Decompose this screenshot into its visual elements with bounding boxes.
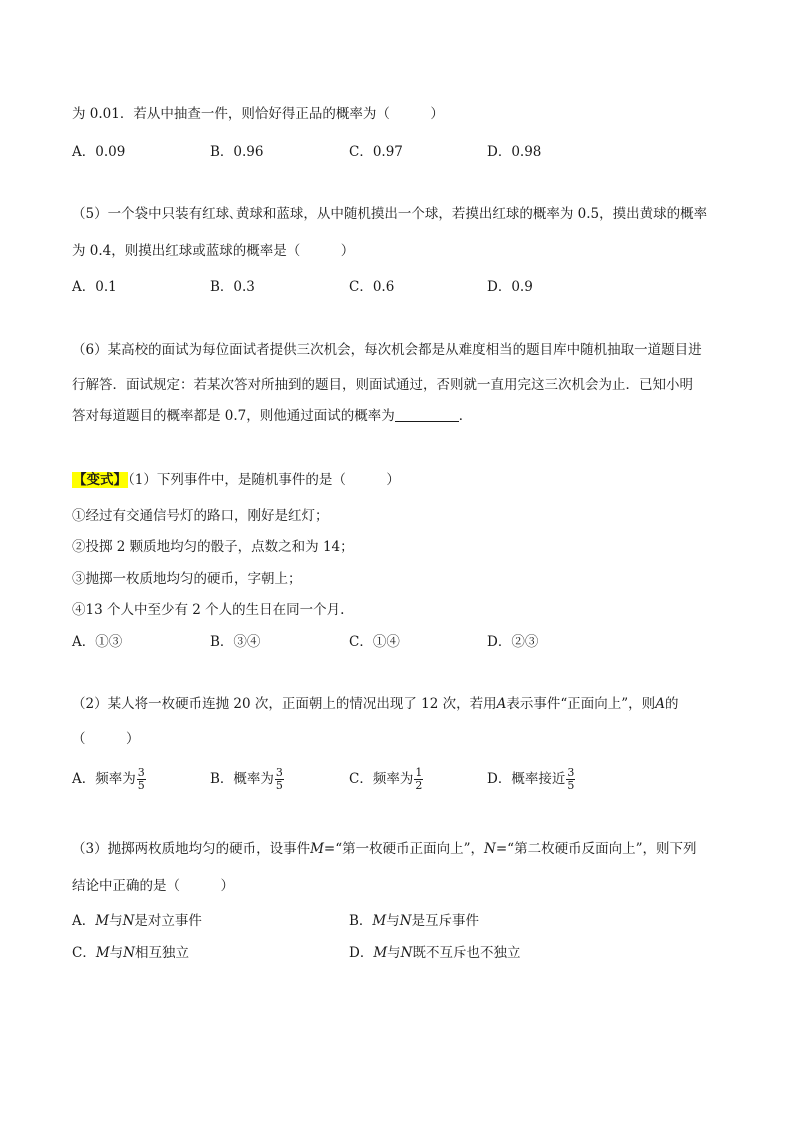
option-mid: 与 [109, 913, 123, 929]
option-rest: 相互独立 [134, 945, 189, 961]
option-rest: 是互斥事件 [411, 913, 480, 929]
q6-stem-line1: （6）某高校的面试为每位面试者提供三次机会，每次机会都是从难度相当的题目库中随机抽取一道题目进 [72, 342, 702, 358]
option-text: A．频率为 [72, 771, 136, 787]
denominator: 5 [275, 779, 283, 792]
bianshi-q3-option-d [349, 943, 520, 963]
q3-text-c: =“第二枚硬币反面向上”，则下列 [495, 841, 697, 857]
bianshi-q3-stem-line1 [72, 839, 696, 859]
denominator: 5 [567, 779, 575, 792]
bianshi-q1-option-b: B．③④ [210, 634, 261, 650]
option-c: C．0.97 [349, 144, 403, 160]
answer-blank [395, 407, 459, 422]
bianshi-q1-item-1: ①经过有交通信号灯的路口，刚好是红灯； [72, 508, 329, 524]
var-a: A [496, 696, 507, 712]
option-b: B．0.96 [210, 144, 264, 160]
option-label: D． [349, 945, 374, 961]
bianshi-q1-option-c: C．①④ [349, 634, 400, 650]
option-label: A． [72, 913, 96, 929]
bianshi-q2-stem-line2: （ ） [72, 731, 140, 747]
bianshi-q2-stem-line1 [72, 694, 678, 714]
q6-stem-line3 [72, 406, 472, 426]
q6-line3-text: 答对每道题目的概率都是 0.7，则他通过面试的概率为 [72, 408, 395, 424]
q5-option-b: B．0.3 [210, 279, 255, 295]
bianshi-q1-item-3: ③抛掷一枚质地均匀的硬币，字朝上； [72, 571, 302, 587]
option-mid: 与 [109, 945, 124, 961]
bianshi-q1-text: （1）下列事件中，是随机事件的是（ ） [128, 472, 400, 488]
denominator: 5 [137, 779, 145, 792]
var-n: N [123, 945, 135, 961]
numerator: 3 [275, 766, 283, 779]
option-mid: 与 [387, 945, 401, 961]
option-label: B． [349, 913, 373, 929]
bianshi-q2-option-d [487, 767, 575, 792]
bianshi-q1-item-2: ②投掷 2 颗质地均匀的骰子，点数之和为 14； [72, 539, 354, 555]
var-n: N [400, 945, 413, 961]
bianshi-q3-stem-line2: 结论中正确的是（ ） [72, 878, 234, 894]
bianshi-q1-item-4: ④13 个人中至少有 2 个人的生日在同一个月. [72, 602, 345, 618]
q5-stem-line1: （5）一个袋中只装有红球､黄球和蓝球，从中随机摸出一个球，若摸出红球的概率为 0.5，摸出黄球的概率 [72, 206, 708, 222]
q5-option-a: A．0.1 [72, 279, 117, 295]
option-text: C．频率为 [349, 771, 414, 787]
q3-text-a: （3）抛掷两枚质地均匀的硬币，设事件 [72, 841, 311, 857]
q2-text-b: 表示事件“正面向上”，则 [506, 696, 656, 712]
bianshi-q1-option-a: A．①③ [72, 634, 123, 650]
question-stem: 为 0.01．若从中抽查一件，则恰好得正品的概率为（ ） [72, 106, 444, 122]
denominator: 2 [415, 779, 423, 792]
var-m: M [95, 913, 110, 929]
q6-line3-end: ． [458, 408, 473, 424]
bianshi-q3-option-a [72, 911, 202, 931]
var-a: A [655, 696, 665, 712]
bianshi-q3-option-b [349, 911, 479, 931]
bianshi-q3-option-c [72, 943, 189, 963]
q3-text-b: =“第一枚硬币正面向上”， [323, 841, 485, 857]
var-n: N [399, 913, 412, 929]
option-text: D．概率接近 [487, 771, 566, 787]
q6-stem-line2: 行解答．面试规定：若某次答对所抽到的题目，则面试通过，否则就一直用完这三次机会为止．已知小明 [72, 377, 693, 393]
option-label: C． [72, 945, 96, 961]
var-m: M [310, 841, 324, 857]
bianshi-q2-option-b [210, 767, 284, 792]
fraction [137, 767, 146, 792]
variant-tag: 【变式】 [73, 472, 127, 488]
q5-option-d: D．0.9 [487, 279, 533, 295]
var-n: N [484, 841, 496, 857]
bianshi-q1-option-d: D．②③ [487, 634, 539, 650]
var-m: M [372, 913, 387, 929]
numerator: 1 [415, 766, 423, 779]
var-m: M [95, 945, 110, 961]
fraction [275, 767, 284, 792]
numerator: 3 [137, 766, 145, 779]
bianshi-q2-option-c [349, 767, 423, 792]
q5-option-c: C．0.6 [349, 279, 395, 295]
q2-text-a: （2）某人将一枚硬币连抛 20 次，正面朝上的情况出现了 12 次，若用 [72, 696, 497, 712]
q5-stem-line2: 为 0.4，则摸出红球或蓝球的概率是（ ） [72, 243, 355, 259]
q2-text-c: 的 [664, 696, 679, 712]
var-n: N [122, 913, 135, 929]
option-d: D．0.98 [487, 144, 542, 160]
numerator: 3 [567, 766, 575, 779]
var-m: M [373, 945, 388, 961]
option-rest: 既不互斥也不独立 [412, 945, 521, 961]
fraction [414, 767, 423, 792]
fraction [566, 767, 575, 792]
option-a: A．0.09 [72, 144, 126, 160]
bianshi-q1-stem [72, 470, 400, 490]
option-mid: 与 [386, 913, 400, 929]
option-text: B．概率为 [210, 771, 274, 787]
bianshi-q2-option-a [72, 767, 146, 792]
option-rest: 是对立事件 [134, 913, 202, 929]
